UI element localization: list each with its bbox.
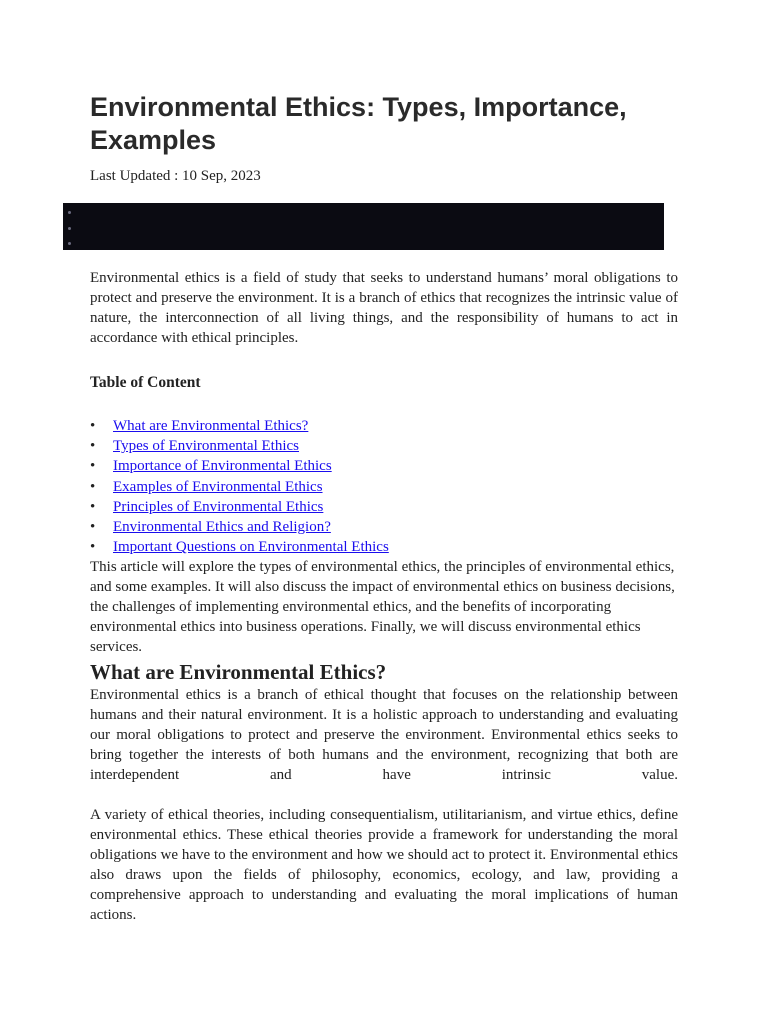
toc-link[interactable]: Types of Environmental Ethics bbox=[113, 438, 299, 455]
section-paragraph: Environmental ethics is a branch of ethical thought that focuses on the relationship between humans and their natural environment. It is a holistic approach to understanding and evaluating our moral obligations to protect and preserve the environment. Environmental ethics seeks to bring together the interests of both humans and the environment, recognizing that both are interdependent and have intrinsic value. bbox=[90, 687, 678, 783]
last-updated: Last Updated : 10 Sep, 2023 bbox=[90, 168, 261, 184]
toc-link[interactable]: Important Questions on Environmental Ethics bbox=[113, 539, 389, 556]
toc-item bbox=[90, 477, 389, 497]
toc-item bbox=[90, 456, 389, 476]
table-of-contents bbox=[90, 416, 389, 557]
section-paragraph: A variety of ethical theories, including consequentialism, utilitarianism, and virtue ethics, define environmental ethics. These ethical theories provide a framework for understanding the moral obligations we have to the environment and how we should act to protect it. Environmental ethics also draws upon the fields of philosophy, economics, ecology, and law, providing a comprehensive approach to understanding and evaluating the moral implications of human actions. bbox=[90, 807, 678, 923]
bullet-icon: • bbox=[90, 519, 96, 536]
bullet-icon: • bbox=[90, 478, 96, 495]
toc-item bbox=[90, 436, 389, 456]
toc-item bbox=[90, 497, 389, 517]
bullet-icon: • bbox=[90, 539, 96, 556]
bullet-dot bbox=[68, 227, 71, 230]
overview-paragraph: This article will explore the types of environmental ethics, the principles of environmental ethics, and some examples. It will also discuss the impact of environmental ethics on business decisions, the challenges of implementing environmental ethics, and the benefits of incorporating environmental ethics into business operations. Finally, we will discuss environmental ethics services. bbox=[90, 559, 675, 655]
bullet-icon: • bbox=[90, 418, 96, 434]
toc-link[interactable]: Examples of Environmental Ethics bbox=[113, 478, 323, 495]
toc-link[interactable]: Importance of Environmental Ethics bbox=[113, 458, 332, 475]
intro-paragraph: Environmental ethics is a field of study that seeks to understand humans’ moral obligations to protect and preserve the environment. It is a branch of ethics that recognizes the intrinsic value of nature, the interconnection of all living things, and the responsibility of humans to act in accordance with ethical principles. bbox=[90, 270, 678, 346]
toc-link[interactable]: What are Environmental Ethics? bbox=[113, 418, 309, 434]
toc-item bbox=[90, 537, 389, 557]
toc-item bbox=[90, 517, 389, 537]
bullet-icon: • bbox=[90, 458, 96, 475]
bullet-dot bbox=[68, 211, 71, 214]
toc-link[interactable]: Environmental Ethics and Religion? bbox=[113, 519, 331, 536]
bullet-dot bbox=[68, 242, 71, 245]
toc-item bbox=[90, 416, 389, 436]
section-heading: What are Environmental Ethics? bbox=[90, 660, 387, 684]
page-title: Environmental Ethics: Types, Importance, Examples bbox=[90, 92, 627, 155]
bullet-icon: • bbox=[90, 498, 96, 515]
toc-heading: Table of Content bbox=[90, 374, 201, 391]
bullet-icon: • bbox=[90, 438, 96, 455]
embedded-media-bar bbox=[63, 203, 664, 250]
toc-link[interactable]: Principles of Environmental Ethics bbox=[113, 498, 324, 515]
